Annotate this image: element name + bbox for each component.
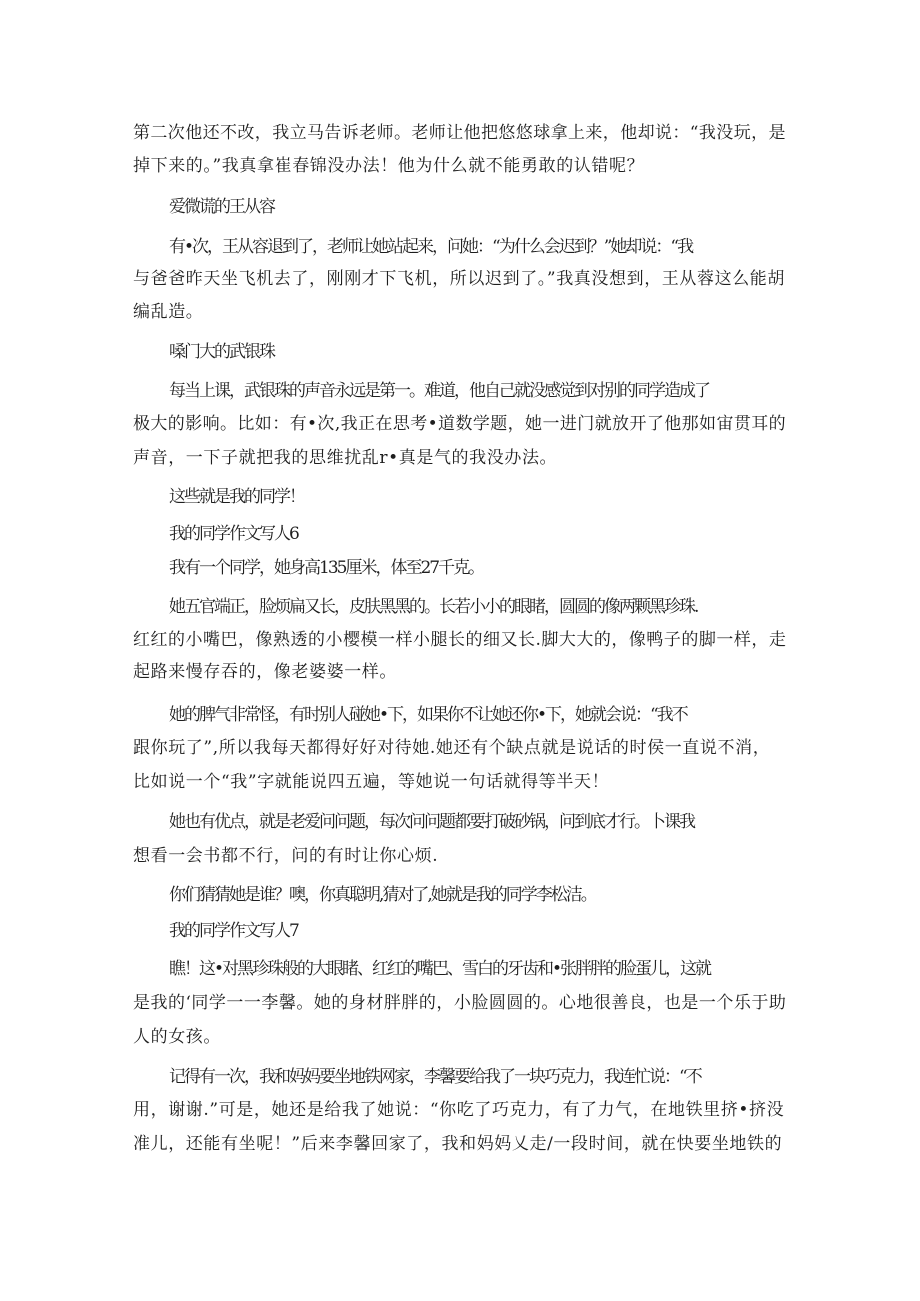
text-line: 比如说一个“我”字就能说四五遍，等她说一句话就得等半天！ [133, 772, 610, 792]
text-line: 这些就是我的同学！ [169, 487, 304, 507]
text-line: 有•次，王从容退到了，老师让她站起来，问她：“为什么会迟到？”她却说：“我 [169, 237, 693, 257]
text-line: 用，谢谢.”可是，她还是给我了她说：“你吃了巧克力，有了力气，在地铁里挤•挤没 [133, 1100, 785, 1120]
text-line: 与爸爸昨天坐飞机去了，刚刚才下飞机，所以迟到了。”我真没想到，王从蓉这么能胡 [133, 269, 785, 289]
section-heading: 爱微谎的王从容 [169, 197, 274, 217]
text-line: 记得有一次，我和妈妈要坐地铁网家，李馨要给我了一块巧克力，我连忙说：“不 [169, 1067, 701, 1087]
text-line: 她五官端正，脸烦扁又长，皮肤黑黑的。长若小小的眼睹，圆圆的像两颗黑珍珠. [169, 597, 698, 617]
section-heading: 我的同学作文写人7 [169, 921, 298, 941]
text-line: 是我的‘同学一一李馨。她的身材胖胖的，小脸圆圆的。心地很善良，也是一个乐于助 [133, 993, 787, 1013]
text-line: 她也有优点，就是老爱问问题，每次问问题都要打破砂锅，问到底才行。卜课我 [169, 812, 694, 832]
text-line: 瞧！这•对黑珍珠般的大眼睹、红红的嘴巴、雪白的牙齿和•张胖胖的脸蛋儿，这就 [169, 959, 711, 979]
text-line: 红红的小嘴巴，像熟透的小樱模一样小腿长的细又长.脚大大的，像鸭子的脚一样，走 [133, 630, 787, 650]
text-line: 掉下来的。”我真拿崔春锦没办法！他为什么就不能勇敢的认错呢？ [133, 156, 645, 176]
text-line: 每当上课，武银珠的声音永远是第一。难道，他自己就没感觉到对别的同学造成了 [169, 381, 709, 401]
text-line: 编乱造。 [133, 302, 204, 322]
text-line: 我有一个同学，她身高135厘米，体至27千克。 [169, 558, 484, 578]
text-line: 想看一会书都不行，问的有时让你心烦. [133, 846, 439, 866]
text-line: 你们猜猜她是谁？噢，你真聪明,猜对了,她就是我的同学李松洁。 [169, 885, 596, 905]
section-heading: 我的同学作文写人6 [169, 524, 298, 544]
text-line: 准儿，还能有坐呢！”后来李馨回家了，我和妈妈乂走/一段时间，就在快要坐地铁的 [133, 1134, 783, 1154]
text-line: 第二次他还不改，我立马告诉老师。老师让他把悠悠球拿上来，他却说：“我没玩，是 [133, 123, 786, 143]
text-line: 跟你玩了”,所以我每天都得好好对待她.她还有个缺点就是说话的时侯一直说不消， [133, 738, 771, 758]
text-line: 声音，一下子就把我的思维扰乱r•真是气的我没办法。 [133, 448, 558, 468]
section-heading: 嗓门大的武银珠 [169, 342, 274, 362]
text-line: 人的女孩。 [133, 1027, 221, 1047]
text-line: 极大的影响。比如：有•次,我正在思考•道数学题，她一进门就放开了他那如宙贯耳的 [133, 414, 787, 434]
text-line: 她的脾气非常怪，有时别人碰她•下，如果你不让她还你•下，她就会说：“我不 [169, 705, 687, 725]
text-line: 起路来慢存吞的，像老婆婆一样。 [133, 662, 397, 682]
